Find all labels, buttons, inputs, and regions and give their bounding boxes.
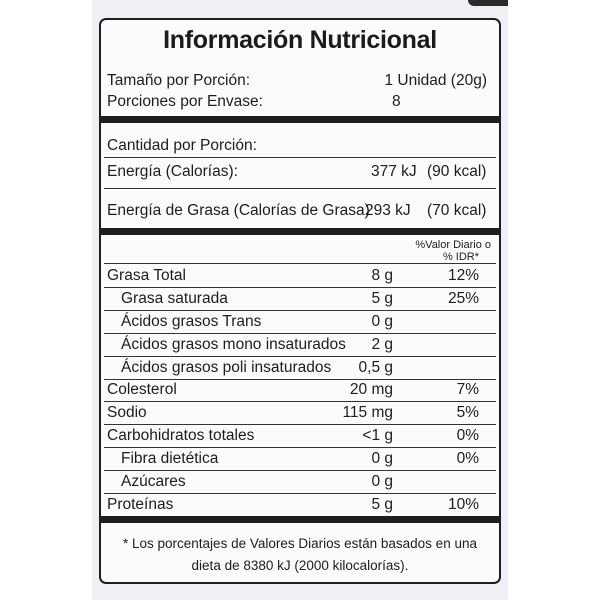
background-right xyxy=(508,0,600,600)
nutrient-name: Fibra dietética xyxy=(121,450,219,467)
divider-thin xyxy=(104,188,496,189)
divider-thick xyxy=(101,116,499,123)
daily-value-header: %Valor Diario o xyxy=(415,239,491,251)
servings-per-container-value: 8 xyxy=(392,93,401,110)
nutrient-daily-value: 7% xyxy=(456,381,479,398)
nutrient-daily-value: 12% xyxy=(447,267,479,284)
row-divider xyxy=(104,424,496,425)
nutrient-amount: 0,5 g xyxy=(358,359,393,376)
divider-thin xyxy=(104,263,496,264)
row-divider xyxy=(104,287,496,288)
row-divider xyxy=(104,447,496,448)
nutrient-name: Colesterol xyxy=(107,381,177,398)
row-divider xyxy=(104,333,496,334)
fat-energy-kj: 293 kJ xyxy=(365,202,411,219)
nutrient-name: Ácidos grasos Trans xyxy=(121,313,262,330)
nutrient-name: Sodio xyxy=(107,404,147,421)
nutrient-name: Azúcares xyxy=(121,473,186,490)
nutrient-amount: <1 g xyxy=(362,427,393,444)
nutrient-daily-value: 5% xyxy=(456,404,479,421)
fat-energy-kcal: (70 kcal) xyxy=(427,202,487,219)
nutrient-amount: 0 g xyxy=(371,473,393,490)
nutrient-amount: 5 g xyxy=(371,496,393,513)
nutrient-amount: 2 g xyxy=(371,336,393,353)
background-left xyxy=(0,0,92,600)
nutrient-name: Proteínas xyxy=(107,496,174,513)
nutrient-daily-value: 0% xyxy=(456,450,479,467)
serving-size-value: 1 Unidad (20g) xyxy=(384,72,487,89)
nutrient-name: Grasa Total xyxy=(107,267,186,284)
row-divider xyxy=(104,401,496,402)
nutrient-amount: 20 mg xyxy=(349,381,393,398)
row-divider xyxy=(104,493,496,494)
energy-kj: 377 kJ xyxy=(371,163,417,180)
nutrient-amount: 5 g xyxy=(371,290,393,307)
footnote-line-1: * Los porcentajes de Valores Diarios están basados en una xyxy=(123,536,477,551)
row-divider xyxy=(104,379,496,380)
energy-label: Energía (Calorías): xyxy=(107,163,238,180)
divider-thick xyxy=(101,228,499,235)
servings-per-container-label: Porciones por Envase: xyxy=(107,93,263,110)
row-divider xyxy=(104,310,496,311)
nutrient-name: Grasa saturada xyxy=(121,290,228,307)
package-edge-mark xyxy=(468,0,508,6)
nutrient-daily-value: 10% xyxy=(447,496,479,513)
daily-value-header-sub: % IDR* xyxy=(442,251,479,263)
nutrition-facts-label xyxy=(99,18,501,584)
nutrient-daily-value: 0% xyxy=(456,427,479,444)
serving-size-label: Tamaño por Porción: xyxy=(107,72,251,89)
nutrient-amount: 0 g xyxy=(371,313,393,330)
nutrient-name: Carbohidratos totales xyxy=(107,427,255,444)
footnote-line-2: dieta de 8380 kJ (2000 kilocalorías). xyxy=(191,558,409,573)
fat-energy-label: Energía de Grasa (Calorías de Grasa) xyxy=(107,202,370,219)
nutrient-amount: 8 g xyxy=(371,267,393,284)
nutrient-amount: 0 g xyxy=(371,450,393,467)
energy-kcal: (90 kcal) xyxy=(427,163,487,180)
nutrient-amount: 115 mg xyxy=(342,404,393,421)
divider-thick xyxy=(101,516,499,523)
row-divider xyxy=(104,470,496,471)
nutrient-name: Ácidos grasos mono insaturados xyxy=(121,336,346,353)
nutrient-daily-value: 25% xyxy=(447,290,479,307)
nutrient-name: Ácidos grasos poli insaturados xyxy=(121,359,332,376)
amount-per-serving-label: Cantidad por Porción: xyxy=(107,137,257,154)
row-divider xyxy=(104,356,496,357)
label-title: Información Nutricional xyxy=(163,26,437,54)
divider-thin xyxy=(104,157,496,158)
